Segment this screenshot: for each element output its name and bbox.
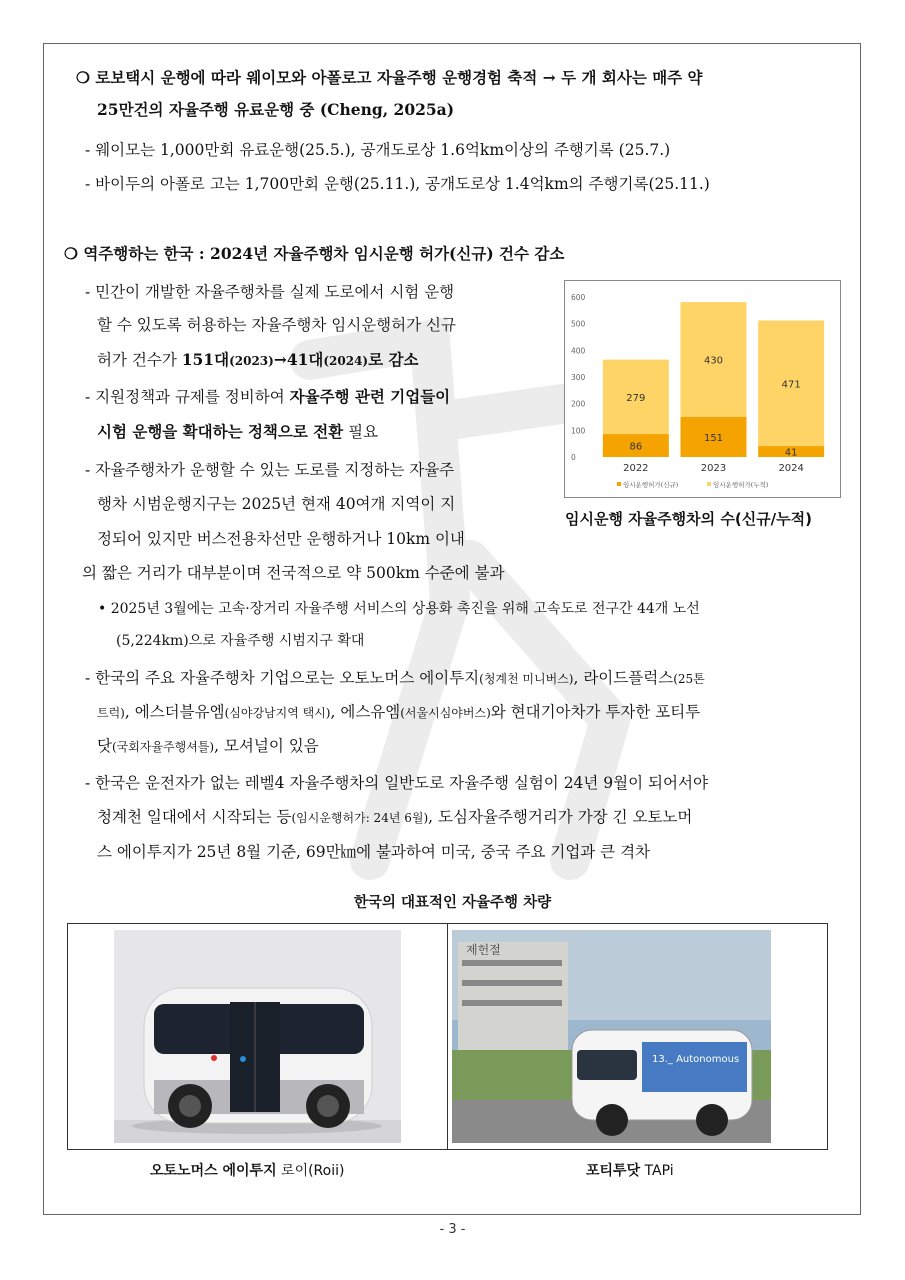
y-tick-label: 200 xyxy=(571,399,586,409)
photo-right-caption: 포티투닷 TAPi xyxy=(586,1163,674,1179)
stacked-bar-chart xyxy=(564,280,841,498)
x-tick-label: 2022 xyxy=(623,463,649,474)
roii-bus-photo xyxy=(114,930,401,1143)
paragraph-line: - 자율주행차가 운행할 수 있는 도로를 지정하는 자율주 xyxy=(85,461,455,479)
section2-heading: ❍ 역주행하는 한국 : 2024년 자율주행차 임시운행 허가(신규) 건수 감소 xyxy=(64,244,565,263)
paragraph-line: - 한국의 주요 자율주행차 기업으로는 오토노머스 에이투지(청계천 미니버스), 라이드플럭스(25톤 xyxy=(85,669,705,687)
y-tick-label: 0 xyxy=(571,453,576,462)
x-tick-label: 2023 xyxy=(700,463,727,474)
data-label: 41 xyxy=(784,447,798,459)
photo-left-caption: 오토노머스 에이투지 로이(Roii) xyxy=(150,1163,345,1179)
legend-swatch xyxy=(617,482,621,486)
paragraph-line: - 민간이 개발한 자율주행차를 실제 도로에서 시험 운행 xyxy=(85,283,455,301)
sub-item: (5,224km)으로 자율주행 시범지구 확대 xyxy=(116,633,365,649)
tapi-shuttle-photo xyxy=(452,930,771,1143)
paragraph-line: - 지원정책과 규제를 정비하여 자율주행 관련 기업들이 xyxy=(85,387,451,406)
circle-bullet-icon: ❍ xyxy=(76,68,90,87)
page-number: - 3 - xyxy=(439,1222,466,1237)
circle-bullet-icon: ❍ xyxy=(64,244,78,263)
sub-item: • 2025년 3월에는 고속·장거리 자율주행 서비스의 상용화 촉진을 위해 고속도로 전구간 44개 노선 xyxy=(98,601,700,617)
data-label: 430 xyxy=(703,355,724,367)
paragraph-line: 시험 운행을 확대하는 정책으로 전환 필요 xyxy=(97,422,379,441)
y-tick-label: 100 xyxy=(571,426,586,436)
legend-label: 임시운행허가(누적) xyxy=(713,481,769,489)
photo-table xyxy=(67,923,828,1150)
y-tick-label: 400 xyxy=(571,346,586,356)
legend-label: 임시운행허가(신규) xyxy=(623,481,679,489)
paragraph-line: 행차 시범운행지구는 2025년 현재 40여개 지역이 지 xyxy=(97,495,456,513)
data-label: 471 xyxy=(781,379,801,391)
paragraph-line: 의 짧은 거리가 대부분이며 전국적으로 약 500km 수준에 불과 xyxy=(82,564,505,582)
chart-canvas xyxy=(565,281,842,499)
photo-section-title: 한국의 대표적인 자율주행 차량 xyxy=(353,895,552,911)
paragraph-line: 허가 건수가 151대(2023)→41대(2024)로 감소 xyxy=(97,350,419,369)
paragraph-line: 트럭), 에스더블유엠(심야강남지역 택시), 에스유엠(서울시심야버스)와 현대기아차가 투자한 포티투 xyxy=(97,703,701,721)
section1-heading: ❍ 로보택시 운행에 따라 웨이모와 아폴로고 자율주행 운행경험 축적 → 두 개 회사는 매주 약 xyxy=(76,68,703,87)
paragraph-line: 청계천 일대에서 시작되는 등(임시운행허가: 24년 6월), 도심자율주행거리가 가장 긴 오토노머 xyxy=(97,808,693,826)
x-tick-label: 2024 xyxy=(778,463,804,474)
paragraph-line: 정되어 있지만 버스전용차선만 운행하거나 10km 이내 xyxy=(97,530,465,548)
y-tick-label: 300 xyxy=(571,373,586,382)
y-tick-label: 600 xyxy=(571,293,586,302)
y-tick-label: 500 xyxy=(571,319,586,329)
paragraph-line: 닷(국회자율주행셔틀), 모셔널이 있음 xyxy=(97,737,319,755)
data-label: 279 xyxy=(626,392,646,404)
chart-caption: 임시운행 자율주행차의 수(신규/누적) xyxy=(565,510,812,528)
data-label: 86 xyxy=(629,441,643,453)
section1-heading-cont: 25만건의 자율주행 유료운행 중 (Cheng, 2025a) xyxy=(97,100,455,119)
data-label: 151 xyxy=(703,432,724,444)
van-livery-text: 13._ Autonomous xyxy=(652,1054,740,1065)
section1-item: - 웨이모는 1,000만회 유료운행(25.5.), 공개도로상 1.6억km이상의 주행기록 (25.7.) xyxy=(85,141,671,159)
paragraph-line: 할 수 있도록 허용하는 자율주행차 임시운행허가 신규 xyxy=(97,316,456,334)
building-sign-text: 제헌절 xyxy=(466,943,501,957)
paragraph-line: 스 에이투지가 25년 8월 기준, 69만㎞에 불과하여 미국, 중국 주요 기업과 큰 격차 xyxy=(97,843,651,861)
paragraph-line: - 한국은 운전자가 없는 레벨4 자율주행차의 일반도로 자율주행 실험이 24년 9월이 되어서야 xyxy=(85,774,708,792)
photo-divider xyxy=(447,924,448,1149)
section1-item: - 바이두의 아폴로 고는 1,700만회 운행(25.11.), 공개도로상 1.4억km의 주행기록(25.11.) xyxy=(85,175,710,193)
legend-swatch xyxy=(707,482,711,486)
